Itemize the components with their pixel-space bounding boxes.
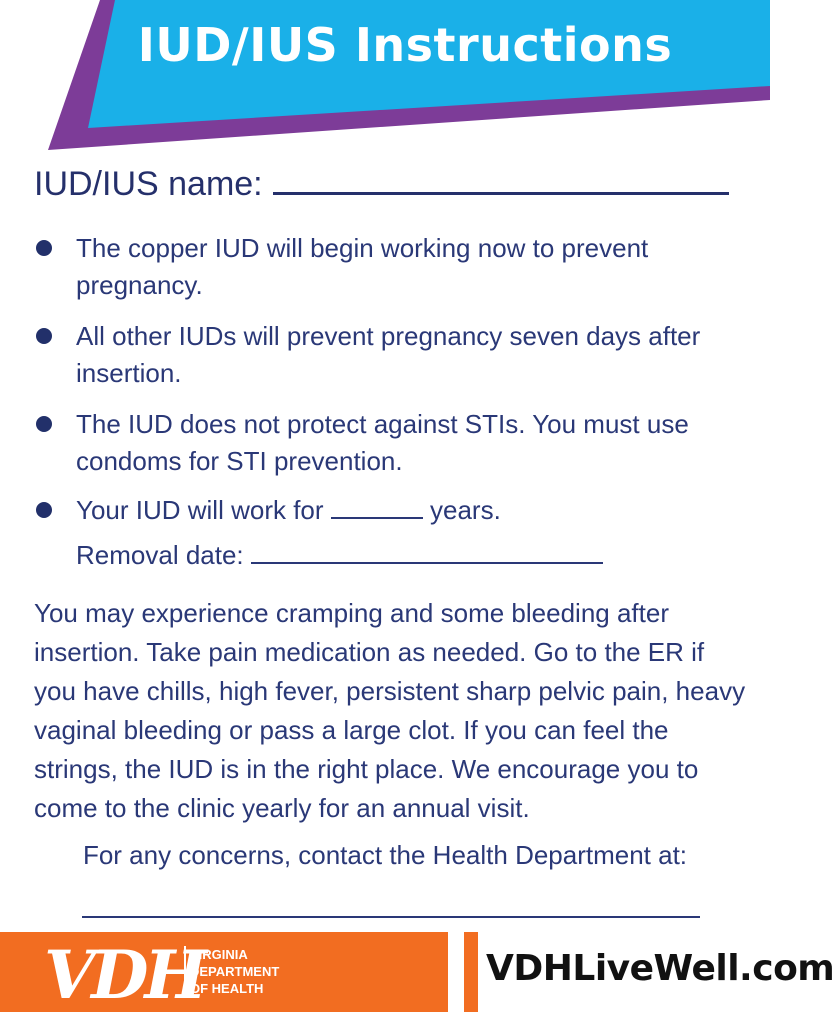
list-item bbox=[34, 230, 734, 304]
removal-date-label: Removal date: bbox=[76, 540, 244, 570]
bullet-icon bbox=[36, 328, 52, 344]
vdh-logo-mark: VDH bbox=[44, 936, 203, 1014]
website-link[interactable]: VDHLiveWell.com bbox=[486, 948, 834, 989]
removal-date-row bbox=[76, 537, 734, 574]
contact-blank[interactable] bbox=[82, 916, 700, 918]
vdh-logo-words bbox=[184, 946, 279, 997]
bullet-text: All other IUDs will prevent pregnancy seven days after insertion. bbox=[76, 321, 701, 388]
bullet-icon bbox=[36, 240, 52, 256]
bullet-text: The copper IUD will begin working now to prevent pregnancy. bbox=[76, 233, 649, 300]
bullet-text: The IUD does not protect against STIs. You must use condoms for STI prevention. bbox=[76, 409, 689, 476]
page-title: IUD/IUS Instructions bbox=[137, 18, 673, 72]
duration-prefix: Your IUD will work for bbox=[76, 495, 324, 525]
bullet-icon bbox=[36, 502, 52, 518]
list-item bbox=[34, 318, 734, 392]
duration-blank[interactable] bbox=[331, 493, 423, 519]
footer-divider bbox=[464, 932, 478, 1012]
duration-suffix: years. bbox=[430, 495, 501, 525]
iud-name-label: IUD/IUS name: bbox=[34, 165, 263, 203]
logo-line: OF HEALTH bbox=[190, 981, 264, 996]
list-item bbox=[34, 406, 734, 480]
contact-text: For any concerns, contact the Health Department at: bbox=[82, 840, 688, 870]
iud-name-field bbox=[34, 162, 729, 204]
iud-name-blank[interactable] bbox=[273, 162, 729, 195]
bullet-icon bbox=[36, 416, 52, 432]
list-item bbox=[34, 492, 734, 574]
removal-date-blank[interactable] bbox=[251, 538, 603, 564]
vdh-logo bbox=[0, 932, 448, 1012]
bullet-text bbox=[76, 492, 734, 529]
logo-line: DEPARTMENT bbox=[190, 964, 280, 979]
care-instructions: You may experience cramping and some bleeding after insertion. Take pain medication as needed. Go to the ER if you have chills, high fever, persistent sharp pelvic pain, heavy vaginal bleeding or pass a large clot. If you can feel the strings, the IUD is in the right place. We encourage you to come to the clinic yearly for an annual visit. bbox=[34, 598, 746, 823]
logo-line: VIRGINIA bbox=[190, 947, 248, 962]
